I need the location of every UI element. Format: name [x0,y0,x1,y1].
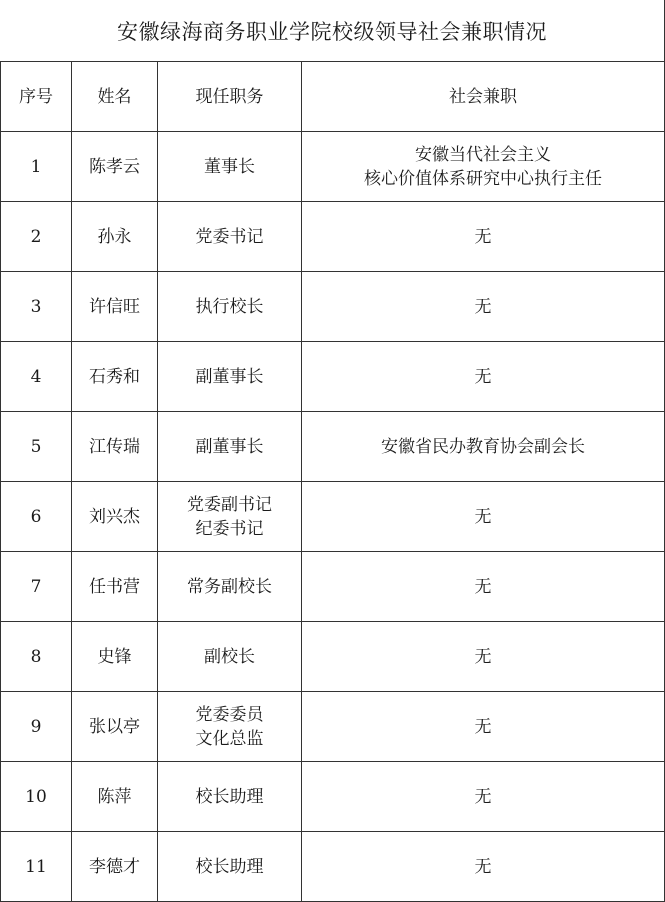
cell-seq: 3 [1,272,72,342]
table-row [1,762,665,832]
header-name: 姓名 [72,62,158,132]
cell-social-role [302,132,665,202]
cell-social-role [302,552,665,622]
position-line: 副董事长 [195,436,264,457]
cell-position [158,342,302,412]
cell-name: 许信旺 [72,272,158,342]
cell-position [158,412,302,482]
table-row [1,622,665,692]
table-row [1,692,665,762]
table-row [1,552,665,622]
social-role-line: 无 [474,646,492,667]
social-role-line: 无 [474,576,492,597]
position-line: 党委副书记 [187,494,272,515]
position-line: 董事长 [204,156,255,177]
cell-seq: 4 [1,342,72,412]
header-seq: 序号 [1,62,72,132]
position-line: 校长助理 [195,786,264,807]
social-role-line: 无 [474,296,492,317]
table-row [1,412,665,482]
cell-position [158,622,302,692]
cell-social-role [302,622,665,692]
cell-name: 陈孝云 [72,132,158,202]
header-social-role: 社会兼职 [302,62,665,132]
cell-seq: 1 [1,132,72,202]
cell-seq: 9 [1,692,72,762]
social-role-line: 安徽当代社会主义 [415,144,551,165]
social-role-line: 无 [474,366,492,387]
cell-position [158,272,302,342]
table-row [1,132,665,202]
social-role-line: 核心价值体系研究中心执行主任 [364,168,602,189]
position-line: 副董事长 [195,366,264,387]
position-line: 执行校长 [195,296,264,317]
social-role-line: 无 [474,716,492,737]
cell-name: 刘兴杰 [72,482,158,552]
cell-seq: 5 [1,412,72,482]
position-line: 校长助理 [195,856,264,877]
table-row [1,202,665,272]
cell-position [158,482,302,552]
table-row [1,482,665,552]
cell-position [158,132,302,202]
position-line: 常务副校长 [187,576,272,597]
table-body [1,132,665,902]
leadership-table [0,61,665,902]
position-line: 党委书记 [195,226,264,247]
table-header-row [1,62,665,132]
position-line: 副校长 [204,646,255,667]
cell-seq: 11 [1,832,72,902]
cell-position [158,832,302,902]
cell-seq: 10 [1,762,72,832]
cell-name: 石秀和 [72,342,158,412]
cell-social-role [302,412,665,482]
cell-name: 陈萍 [72,762,158,832]
cell-position [158,552,302,622]
cell-name: 任书营 [72,552,158,622]
cell-name: 张以亭 [72,692,158,762]
cell-social-role [302,342,665,412]
cell-name: 孙永 [72,202,158,272]
cell-seq: 7 [1,552,72,622]
cell-social-role [302,482,665,552]
cell-name: 李德才 [72,832,158,902]
social-role-line: 无 [474,786,492,807]
social-role-line: 无 [474,856,492,877]
cell-seq: 2 [1,202,72,272]
cell-social-role [302,692,665,762]
table-row [1,272,665,342]
document-title: 安徽绿海商务职业学院校级领导社会兼职情况 [0,0,665,61]
table-row [1,832,665,902]
cell-position [158,202,302,272]
cell-position [158,762,302,832]
header-position: 现任职务 [158,62,302,132]
cell-name: 江传瑞 [72,412,158,482]
cell-position [158,692,302,762]
cell-social-role [302,202,665,272]
social-role-line: 无 [474,226,492,247]
cell-seq: 8 [1,622,72,692]
cell-seq: 6 [1,482,72,552]
social-role-line: 安徽省民办教育协会副会长 [381,436,585,457]
social-role-line: 无 [474,506,492,527]
cell-social-role [302,832,665,902]
cell-name: 史锋 [72,622,158,692]
cell-social-role [302,762,665,832]
position-line: 党委委员 [195,704,264,725]
cell-social-role [302,272,665,342]
table-row [1,342,665,412]
position-line: 纪委书记 [195,518,264,539]
position-line: 文化总监 [195,728,264,749]
